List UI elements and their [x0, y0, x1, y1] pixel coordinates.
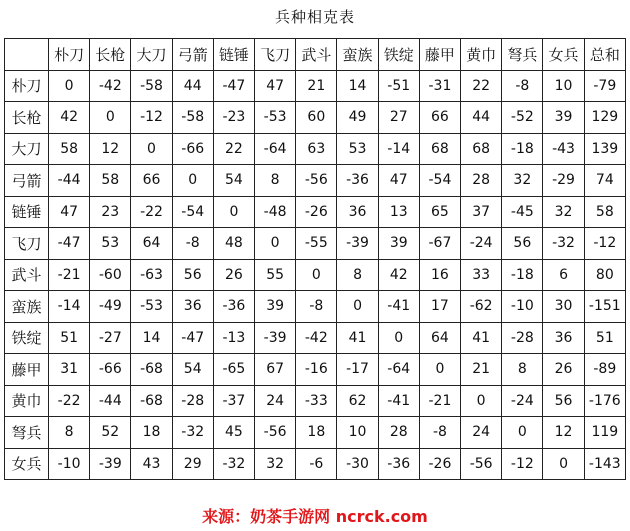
table-cell: 0	[255, 228, 296, 260]
table-cell: 10	[543, 70, 584, 102]
table-cell: -47	[172, 322, 213, 354]
table-cell: 24	[255, 385, 296, 417]
row-header: 弩兵	[5, 417, 49, 449]
table-title: 兵种相克表	[274, 8, 355, 26]
table-cell: 49	[337, 102, 378, 134]
column-header: 链锤	[213, 39, 254, 71]
table-cell: -47	[49, 228, 90, 260]
table-cell: -42	[90, 70, 131, 102]
table-cell: 0	[49, 70, 90, 102]
table-cell: 12	[543, 417, 584, 449]
table-cell: -58	[172, 102, 213, 134]
table-cell: 55	[255, 259, 296, 291]
row-header: 弓箭	[5, 165, 49, 197]
table-cell: 51	[49, 322, 90, 354]
column-header: 长枪	[90, 39, 131, 71]
table-cell: -68	[131, 385, 172, 417]
table-cell: -65	[213, 354, 254, 386]
table-cell: -44	[90, 385, 131, 417]
table-cell: -21	[419, 385, 460, 417]
table-cell: 64	[419, 322, 460, 354]
table-cell: 8	[337, 259, 378, 291]
row-header: 大刀	[5, 133, 49, 165]
table-cell: -41	[378, 385, 419, 417]
source-site: 奶茶手游网 ncrck.com	[250, 507, 428, 526]
table-cell: -32	[172, 417, 213, 449]
table-cell: 44	[461, 102, 502, 134]
table-cell: -45	[502, 196, 543, 228]
table-cell: 65	[419, 196, 460, 228]
table-cell: -12	[131, 102, 172, 134]
table-cell: -53	[131, 291, 172, 323]
table-cell: 29	[172, 448, 213, 480]
table-cell: -28	[172, 385, 213, 417]
table-cell: 0	[461, 385, 502, 417]
table-cell: 119	[584, 417, 625, 449]
table-cell: -79	[584, 70, 625, 102]
table-cell: -143	[584, 448, 625, 480]
table-cell: 42	[49, 102, 90, 134]
table-cell: 44	[172, 70, 213, 102]
corner-cell	[5, 39, 49, 71]
column-header: 弩兵	[502, 39, 543, 71]
table-cell: 39	[378, 228, 419, 260]
table-cell: -51	[378, 70, 419, 102]
table-cell: -18	[502, 133, 543, 165]
table-cell: 58	[90, 165, 131, 197]
table-cell: -22	[131, 196, 172, 228]
table-cell: -41	[378, 291, 419, 323]
table-row	[5, 70, 626, 102]
table-cell: 129	[584, 102, 625, 134]
column-header: 藤甲	[419, 39, 460, 71]
table-cell: -26	[296, 196, 337, 228]
table-cell: 36	[337, 196, 378, 228]
table-cell: -67	[419, 228, 460, 260]
table-cell: -21	[49, 259, 90, 291]
column-header: 铁绽	[378, 39, 419, 71]
table-cell: 63	[296, 133, 337, 165]
table-cell: 66	[131, 165, 172, 197]
table-cell: -49	[90, 291, 131, 323]
table-cell: -10	[49, 448, 90, 480]
table-cell: -47	[213, 70, 254, 102]
table-cell: -56	[255, 417, 296, 449]
table-cell: -22	[49, 385, 90, 417]
table-cell: 48	[213, 228, 254, 260]
table-cell: -12	[584, 228, 625, 260]
table-row	[5, 102, 626, 134]
table-cell: 23	[90, 196, 131, 228]
table-cell: -36	[213, 291, 254, 323]
table-cell: -30	[337, 448, 378, 480]
table-cell: 0	[419, 354, 460, 386]
table-row	[5, 354, 626, 386]
row-header: 长枪	[5, 102, 49, 134]
table-cell: 21	[296, 70, 337, 102]
table-cell: 8	[255, 165, 296, 197]
table-cell: -31	[419, 70, 460, 102]
source-prefix: 来源：	[202, 507, 251, 526]
table-row	[5, 417, 626, 449]
table-cell: 33	[461, 259, 502, 291]
table-cell: -18	[502, 259, 543, 291]
table-cell: 47	[378, 165, 419, 197]
table-body	[5, 70, 626, 480]
table-cell: 41	[461, 322, 502, 354]
table-cell: 24	[461, 417, 502, 449]
table-cell: 47	[255, 70, 296, 102]
table-cell: 52	[90, 417, 131, 449]
table-cell: -8	[296, 291, 337, 323]
table-cell: 21	[461, 354, 502, 386]
table-cell: 0	[337, 291, 378, 323]
table-cell: -52	[502, 102, 543, 134]
table-cell: -37	[213, 385, 254, 417]
table-cell: -66	[172, 133, 213, 165]
table-cell: -54	[172, 196, 213, 228]
table-cell: -44	[49, 165, 90, 197]
table-row	[5, 322, 626, 354]
table-cell: 56	[172, 259, 213, 291]
table-cell: 67	[255, 354, 296, 386]
table-cell: 41	[337, 322, 378, 354]
source-credit	[0, 504, 630, 527]
table-cell: 37	[461, 196, 502, 228]
table-cell: -28	[502, 322, 543, 354]
unit-counter-table	[4, 38, 626, 480]
row-header: 女兵	[5, 448, 49, 480]
table-cell: 14	[131, 322, 172, 354]
table-cell: 0	[213, 196, 254, 228]
table-cell: -89	[584, 354, 625, 386]
table-cell: -16	[296, 354, 337, 386]
column-header: 总和	[584, 39, 625, 71]
table-cell: 0	[90, 102, 131, 134]
table-row	[5, 291, 626, 323]
table-cell: -151	[584, 291, 625, 323]
table-cell: -56	[461, 448, 502, 480]
table-cell: 58	[584, 196, 625, 228]
table-cell: 32	[255, 448, 296, 480]
row-header: 黄巾	[5, 385, 49, 417]
table-cell: 54	[172, 354, 213, 386]
table-cell: -42	[296, 322, 337, 354]
table-cell: -14	[49, 291, 90, 323]
row-header: 武斗	[5, 259, 49, 291]
row-header: 藤甲	[5, 354, 49, 386]
table-cell: -17	[337, 354, 378, 386]
table-cell: 22	[461, 70, 502, 102]
table-cell: 0	[543, 448, 584, 480]
table-cell: -13	[213, 322, 254, 354]
table-cell: 53	[90, 228, 131, 260]
table-cell: 8	[502, 354, 543, 386]
table-cell: -55	[296, 228, 337, 260]
row-header: 链锤	[5, 196, 49, 228]
table-cell: 27	[378, 102, 419, 134]
table-cell: 32	[502, 165, 543, 197]
table-cell: 0	[378, 322, 419, 354]
table-cell: 6	[543, 259, 584, 291]
table-cell: -8	[419, 417, 460, 449]
table-cell: -36	[378, 448, 419, 480]
table-row	[5, 448, 626, 480]
table-cell: 12	[90, 133, 131, 165]
table-cell: 45	[213, 417, 254, 449]
table-cell: -63	[131, 259, 172, 291]
row-header: 铁绽	[5, 322, 49, 354]
table-cell: -27	[90, 322, 131, 354]
table-cell: 64	[131, 228, 172, 260]
table-cell: 30	[543, 291, 584, 323]
table-cell: -32	[543, 228, 584, 260]
table-cell: -24	[461, 228, 502, 260]
column-header: 黄巾	[461, 39, 502, 71]
table-cell: -176	[584, 385, 625, 417]
table-cell: -8	[172, 228, 213, 260]
table-cell: -10	[502, 291, 543, 323]
table-cell: 17	[419, 291, 460, 323]
table-cell: -33	[296, 385, 337, 417]
table-cell: 0	[172, 165, 213, 197]
table-cell: -68	[131, 354, 172, 386]
table-cell: -6	[296, 448, 337, 480]
table-cell: -43	[543, 133, 584, 165]
table-cell: -39	[337, 228, 378, 260]
table-cell: 28	[378, 417, 419, 449]
table-cell: -39	[90, 448, 131, 480]
column-header: 弓箭	[172, 39, 213, 71]
table-cell: -60	[90, 259, 131, 291]
table-row	[5, 385, 626, 417]
table-cell: 28	[461, 165, 502, 197]
table-cell: -36	[337, 165, 378, 197]
table-cell: -32	[213, 448, 254, 480]
row-header: 朴刀	[5, 70, 49, 102]
table-cell: 18	[131, 417, 172, 449]
table-cell: 16	[419, 259, 460, 291]
table-cell: 56	[502, 228, 543, 260]
column-header: 朴刀	[49, 39, 90, 71]
table-cell: 0	[131, 133, 172, 165]
table-cell: -12	[502, 448, 543, 480]
table-cell: 39	[543, 102, 584, 134]
column-header: 女兵	[543, 39, 584, 71]
table-cell: -64	[255, 133, 296, 165]
table-cell: -14	[378, 133, 419, 165]
row-header: 飞刀	[5, 228, 49, 260]
table-cell: -64	[378, 354, 419, 386]
table-cell: 42	[378, 259, 419, 291]
table-cell: -23	[213, 102, 254, 134]
table-cell: 10	[337, 417, 378, 449]
table-row	[5, 259, 626, 291]
table-cell: -24	[502, 385, 543, 417]
table-cell: -53	[255, 102, 296, 134]
table-cell: 39	[255, 291, 296, 323]
column-header: 蛮族	[337, 39, 378, 71]
column-header: 大刀	[131, 39, 172, 71]
header-row	[5, 39, 626, 71]
table-cell: 0	[502, 417, 543, 449]
table-cell: -66	[90, 354, 131, 386]
table-cell: -54	[419, 165, 460, 197]
table-cell: -58	[131, 70, 172, 102]
table-cell: 18	[296, 417, 337, 449]
table-cell: 26	[213, 259, 254, 291]
table-cell: -26	[419, 448, 460, 480]
table-cell: 0	[296, 259, 337, 291]
table-cell: 66	[419, 102, 460, 134]
table-cell: 80	[584, 259, 625, 291]
table-cell: 13	[378, 196, 419, 228]
table-cell: 54	[213, 165, 254, 197]
table-cell: -39	[255, 322, 296, 354]
table-cell: -29	[543, 165, 584, 197]
table-row	[5, 196, 626, 228]
column-header: 武斗	[296, 39, 337, 71]
table-row	[5, 165, 626, 197]
row-header: 蛮族	[5, 291, 49, 323]
column-header: 飞刀	[255, 39, 296, 71]
table-cell: 43	[131, 448, 172, 480]
table-cell: -62	[461, 291, 502, 323]
table-cell: 68	[461, 133, 502, 165]
table-cell: 32	[543, 196, 584, 228]
table-cell: 53	[337, 133, 378, 165]
table-cell: 26	[543, 354, 584, 386]
table-cell: 56	[543, 385, 584, 417]
table-cell: 51	[584, 322, 625, 354]
table-cell: 22	[213, 133, 254, 165]
table-row	[5, 228, 626, 260]
table-cell: 58	[49, 133, 90, 165]
table-cell: 14	[337, 70, 378, 102]
table-cell: -56	[296, 165, 337, 197]
table-cell: 68	[419, 133, 460, 165]
table-cell: 31	[49, 354, 90, 386]
table-cell: 47	[49, 196, 90, 228]
table-cell: -48	[255, 196, 296, 228]
table-cell: 139	[584, 133, 625, 165]
table-cell: 60	[296, 102, 337, 134]
table-cell: 36	[172, 291, 213, 323]
table-cell: 62	[337, 385, 378, 417]
table-cell: 36	[543, 322, 584, 354]
table-cell: 8	[49, 417, 90, 449]
table-cell: 74	[584, 165, 625, 197]
table-row	[5, 133, 626, 165]
table-cell: -8	[502, 70, 543, 102]
